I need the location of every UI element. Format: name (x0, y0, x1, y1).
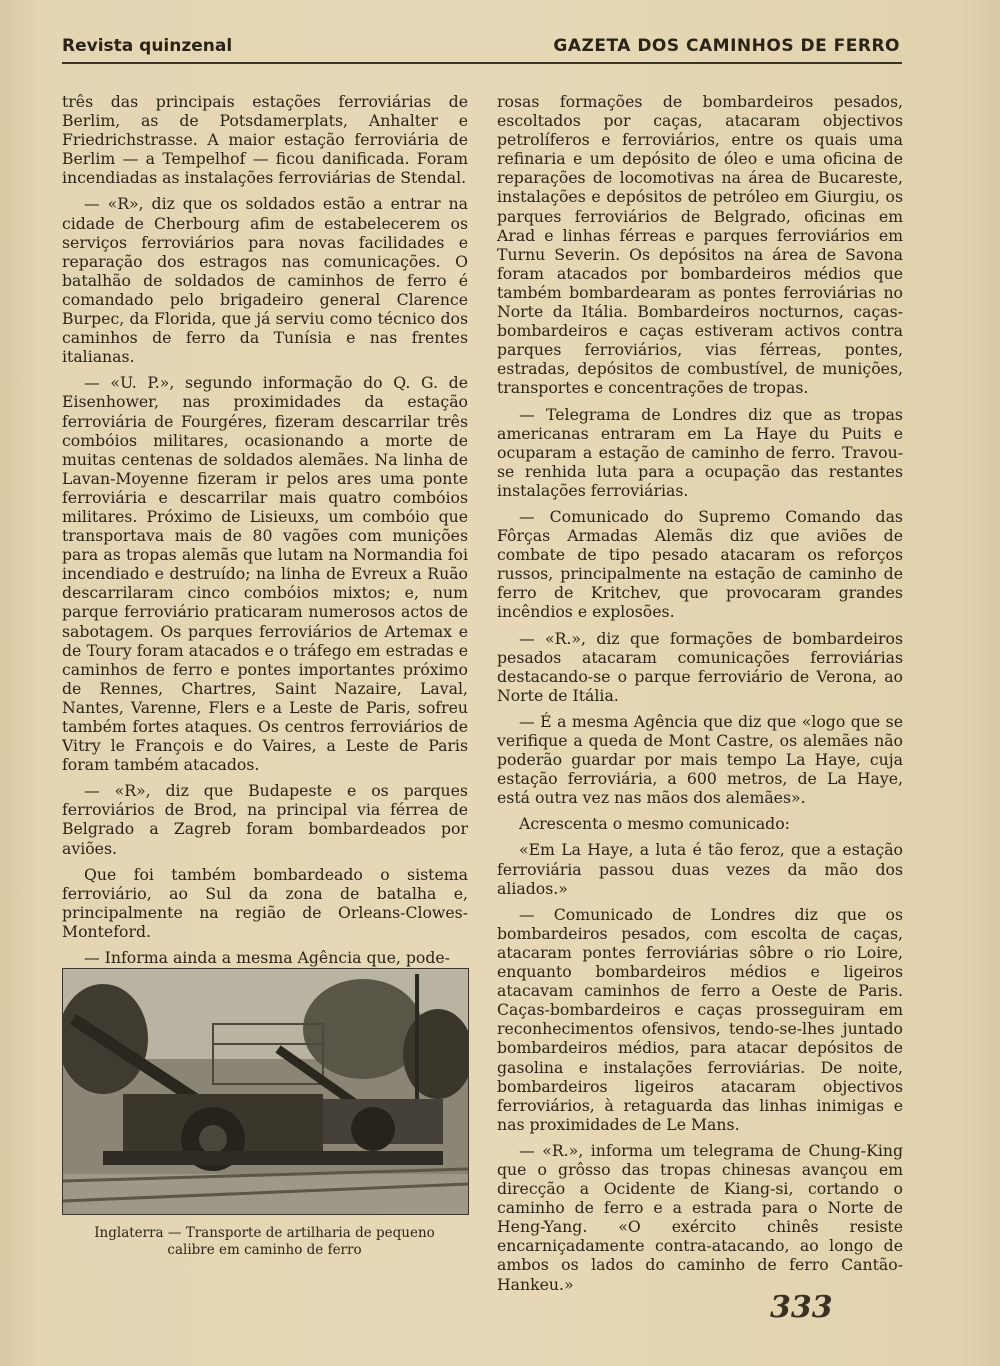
paragraph: — Informa ainda a mesma Agência que, pode- (84, 948, 450, 968)
publication-title: GAZETA DOS CAMINHOS DE FERRO (553, 36, 900, 56)
publication-frequency: Revista quinzenal (62, 36, 233, 56)
paragraph: rosas formações de bombardeiros pesados, escoltados por caças, atacaram objectivos petrolíferos e ferroviários, entre os quais uma refinaria e um depósito de óleo e uma oficina de reparações de locomotivas na área de Bucareste, instalações e depósitos de petróleo em Giurgiu, os parques ferroviários de Belgrado, oficinas em Arad e linhas férreas e parques ferroviários em Turnu Severin. Os depósitos na área de Savona foram atacados por bombardeiros médios que também bombardearam as pontes ferroviárias no Norte da Itália. Bombardeiros nocturnos, caças-bombardeiros e caças estiveram activos contra parques ferroviários, vias férreas, pontes, estradas, depósitos de combustível, de munições, transportes e concentrações de tropas. (497, 92, 903, 398)
paragraph: — Comunicado de Londres diz que os bombardeiros pesados, com escolta de caças, atacaram pontes ferroviárias sôbre o rio Loire, enquanto bombardeiros médios e ligeiros atacavam caminhos de ferro a Oeste de Paris. Caças-bombardeiros e caças prosseguiram em reconhecimentos ofensivos, tendo-se-lhes juntado bombardeiros médios, para atacar depósitos de gasolina e instalações ferroviárias. De noite, bombardeiros ligeiros atacaram objectivos ferroviários, à retaguarda das linhas inimigas e nas proximidades de Le Mans. (497, 904, 903, 1134)
artillery-train-photo (62, 968, 469, 1215)
paragraph: «Em La Haye, a luta é tão feroz, que a estação ferroviária passou duas vezes da mão dos aliados.» (497, 840, 903, 898)
right-column (497, 92, 903, 1301)
paragraph: — É a mesma Agência que diz que «logo que se verifique a queda de Mont Castre, os alemães não poderão guardar por mais tempo La Haye, cuja estação ferroviária, a 600 metros, de La Haye, está outra vez nas mãos dos alemães». (497, 711, 903, 808)
paragraph: — Telegrama de Londres diz que as tropas americanas entraram em La Haye du Puits e ocuparam a estação de caminho de ferro. Travou-se renhida luta para a ocupação das restantes instalações ferroviárias. (497, 404, 903, 500)
paragraph: — «R.», diz que formações de bombardeiros pesados atacaram comunicações ferroviárias destacando-se o parque ferroviário de Verona, ao Norte de Itália. (497, 628, 903, 705)
page-number: 333 (770, 1290, 833, 1325)
paragraph: três das principais estações ferroviárias de Berlim, as de Potsdamerplats, Anhalter e Friedrichstrasse. A maior estação ferroviária de Berlim — a Tempelhof — ficou danificada. Foram incendiadas as instalações ferroviárias de Stendal. (62, 92, 468, 188)
left-column (62, 92, 468, 974)
caption-line: calibre em caminho de ferro (167, 1242, 362, 1258)
photo-caption (62, 1225, 467, 1259)
paragraph: — «R.», informa um telegrama de Chung-King que o grôsso das tropas chinesas avançou em direcção a Ocidente de Kiang-si, cortando o caminho de ferro e a estrada para o Norte de Heng-Yang. «O exército chinês resiste encarniçadamente contra-atacando, ao longo de ambos os lados do caminho de ferro Cantão-Hankeu.» (497, 1140, 903, 1294)
paragraph: — «R», diz que Budapeste e os parques ferroviários de Brod, na principal via férrea de Belgrado a Zagreb foram bombardeados por aviões. (62, 781, 468, 858)
caption-line: Inglaterra — Transporte de artilharia de pequeno (94, 1225, 435, 1241)
header-rule (62, 62, 902, 64)
paragraph: Acrescenta o mesmo comunicado: (519, 814, 790, 834)
paragraph: — «R», diz que os soldados estão a entrar na cidade de Cherbourg afim de estabelecerem os serviços ferroviários para novas facilidades e reparação dos estragos nas comunicações. O batalhão de soldados de caminhos de ferro é comandado pelo brigadeiro general Clarence Burpec, da Florida, que já serviu como técnico dos caminhos de ferro da Tunísia e nas frentes italianas. (62, 194, 468, 367)
paragraph: — «U. P.», segundo informação do Q. G. de Eisenhower, nas proximidades da estação ferroviária de Fourgéres, fizeram descarrilar três combóios militares, ocasionando a morte de muitas centenas de soldados alemães. Na linha de Lavan-Moyenne fizeram ir pelos ares uma ponte ferroviária e descarrilar mais quatro combóios militares. Próximo de Lisieuxs, um combóio que transportava mais de 80 vagões com munições para as tropas alemãs que lutam na Normandia foi incendiado e destruído; na linha de Evreux a Ruão descarrilaram cinco combóios mixtos; e, num parque ferroviário praticaram numerosos actos de sabotagem. Os parques ferroviários de Artemax e de Toury foram atacados e o tráfego em estradas e caminhos de ferro e pontes importantes próximo de Rennes, Chartres, Saint Nazaire, Laval, Nantes, Varenne, Flers e a Leste de Paris, sofreu também fortes ataques. Os centros ferroviários de Vitry le François e do Vaires, a Leste de Paris foram também atacados. (62, 373, 468, 775)
paragraph: Que foi também bombardeado o sistema ferroviário, ao Sul da zona de batalha e, principalmente na região de Orleans-Clowes-Monteford. (62, 864, 468, 941)
paragraph: — Comunicado do Supremo Comando das Fôrças Armadas Alemãs diz que aviões de combate de tipo pesado atacaram os reforços russos, principalmente na estação de caminho de ferro de Kritchev, que provocaram grandes incêndios e explosões. (497, 506, 903, 622)
